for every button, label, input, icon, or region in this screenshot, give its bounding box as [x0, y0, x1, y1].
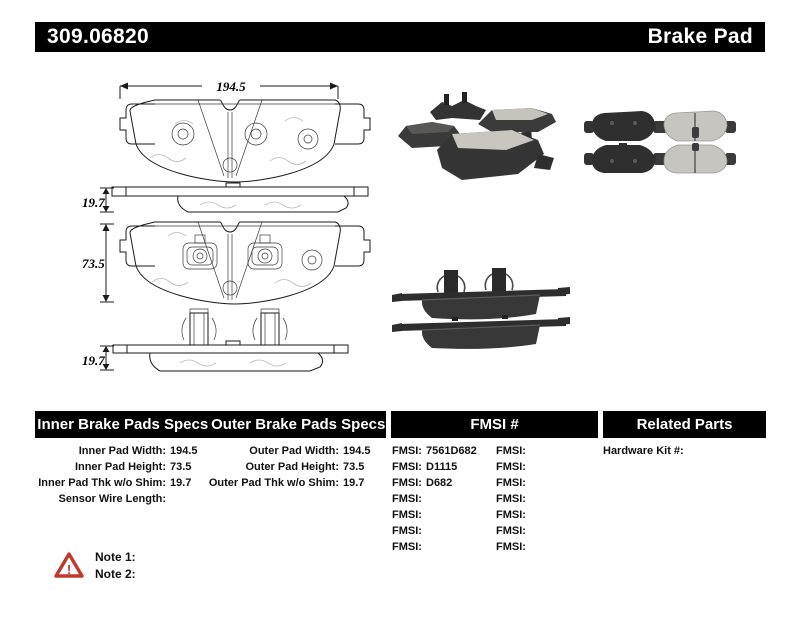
spec-value: 194.5 — [170, 445, 198, 457]
spec-label: Inner Pad Thk w/o Shim: — [38, 477, 166, 489]
spec-value: 73.5 — [343, 461, 365, 473]
dim-label-inner-thickness: 19.7 — [82, 353, 105, 368]
table-row — [392, 539, 477, 555]
spec-label: Outer Pad Thk w/o Shim: — [208, 477, 339, 489]
fmsi-title: FMSI # — [470, 416, 519, 433]
table-row — [35, 459, 198, 475]
inner-specs-column — [35, 443, 198, 507]
related-label: Hardware Kit #: — [603, 445, 684, 457]
table-row — [208, 459, 371, 475]
spec-value: 73.5 — [170, 461, 192, 473]
brake-pad-photo-shapes — [584, 111, 736, 173]
fmsi-column-1 — [392, 443, 477, 555]
fmsi-label: FMSI: — [496, 461, 526, 473]
title-bar — [35, 22, 765, 52]
table-row — [392, 443, 477, 459]
fmsi-label: FMSI: — [496, 477, 526, 489]
pads-specs-header-bar — [35, 411, 386, 438]
fmsi-label: FMSI: — [392, 541, 422, 553]
fmsi-label: FMSI: — [392, 525, 422, 537]
table-row — [496, 507, 530, 523]
spec-label: Inner Pad Width: — [78, 445, 166, 457]
fmsi-label: FMSI: — [392, 461, 422, 473]
spec-label: Sensor Wire Length: — [58, 493, 166, 505]
table-row — [392, 491, 477, 507]
inner-pad-side-view — [113, 341, 348, 371]
table-row — [496, 443, 530, 459]
fmsi-label: FMSI: — [392, 493, 422, 505]
table-row — [496, 491, 530, 507]
dim-label-pad-width: 194.5 — [216, 79, 246, 94]
fmsi-label: FMSI: — [496, 445, 526, 457]
table-row — [208, 443, 371, 459]
outer-specs-title: Outer Brake Pads Specs — [211, 416, 386, 433]
brake-pad-photo-shapes — [392, 268, 570, 349]
warning-triangle-icon — [54, 551, 84, 579]
dimension-pad-width — [120, 79, 338, 99]
product-photo-edge-profiles — [392, 262, 572, 352]
related-parts-title: Related Parts — [636, 416, 733, 433]
fmsi-label: FMSI: — [496, 525, 526, 537]
fmsi-value: 7561D682 — [426, 445, 477, 457]
dimension-outer-thickness — [82, 188, 114, 212]
spec-value: 19.7 — [170, 477, 192, 489]
fmsi-label: FMSI: — [496, 541, 526, 553]
table-row — [35, 443, 198, 459]
part-number: 309.06820 — [47, 25, 149, 48]
related-parts-column — [603, 443, 688, 459]
outer-pad-side-view — [112, 183, 368, 212]
inner-pad-front-view — [120, 222, 370, 304]
svg-text:!: ! — [66, 562, 72, 577]
note-1: Note 1: — [95, 550, 136, 564]
fmsi-label: FMSI: — [392, 477, 422, 489]
fmsi-column-2 — [496, 443, 530, 555]
spec-value: 19.7 — [343, 477, 365, 489]
product-type-title: Brake Pad — [647, 25, 753, 48]
notes-block — [95, 549, 136, 583]
dim-label-pad-height: 73.5 — [82, 256, 105, 271]
spec-label: Outer Pad Height: — [245, 461, 339, 473]
table-row — [392, 507, 477, 523]
inner-specs-title: Inner Brake Pads Specs — [37, 416, 209, 433]
fmsi-label: FMSI: — [496, 509, 526, 521]
dim-label-outer-thickness: 19.7 — [82, 195, 105, 210]
table-row — [496, 459, 530, 475]
spec-label: Inner Pad Height: — [74, 461, 166, 473]
spec-value: 194.5 — [343, 445, 371, 457]
technical-drawing — [80, 66, 390, 376]
fmsi-label: FMSI: — [496, 493, 526, 505]
table-row — [392, 459, 477, 475]
table-row — [35, 475, 198, 491]
table-row — [603, 443, 688, 459]
table-row — [208, 475, 371, 491]
table-row — [496, 539, 530, 555]
fmsi-label: FMSI: — [392, 445, 422, 457]
brake-pad-photo-shapes — [398, 92, 556, 180]
table-row — [392, 475, 477, 491]
table-row — [392, 523, 477, 539]
dimension-inner-thickness — [82, 346, 114, 370]
table-row — [496, 475, 530, 491]
table-row — [496, 523, 530, 539]
fmsi-header-bar — [391, 411, 598, 438]
table-row — [35, 491, 198, 507]
fmsi-value: D682 — [426, 477, 453, 489]
note-2: Note 2: — [95, 567, 136, 581]
outer-pad-front-view — [120, 100, 370, 182]
related-parts-header-bar — [603, 411, 766, 438]
product-photo-front-pairs — [580, 103, 755, 183]
product-photo-angled-kit — [392, 88, 572, 193]
fmsi-value: D1115 — [426, 461, 458, 473]
sensor-clips-view — [182, 309, 287, 345]
fmsi-label: FMSI: — [392, 509, 422, 521]
spec-label: Outer Pad Width: — [249, 445, 339, 457]
outer-specs-column — [208, 443, 371, 491]
dimension-pad-height — [82, 224, 114, 302]
